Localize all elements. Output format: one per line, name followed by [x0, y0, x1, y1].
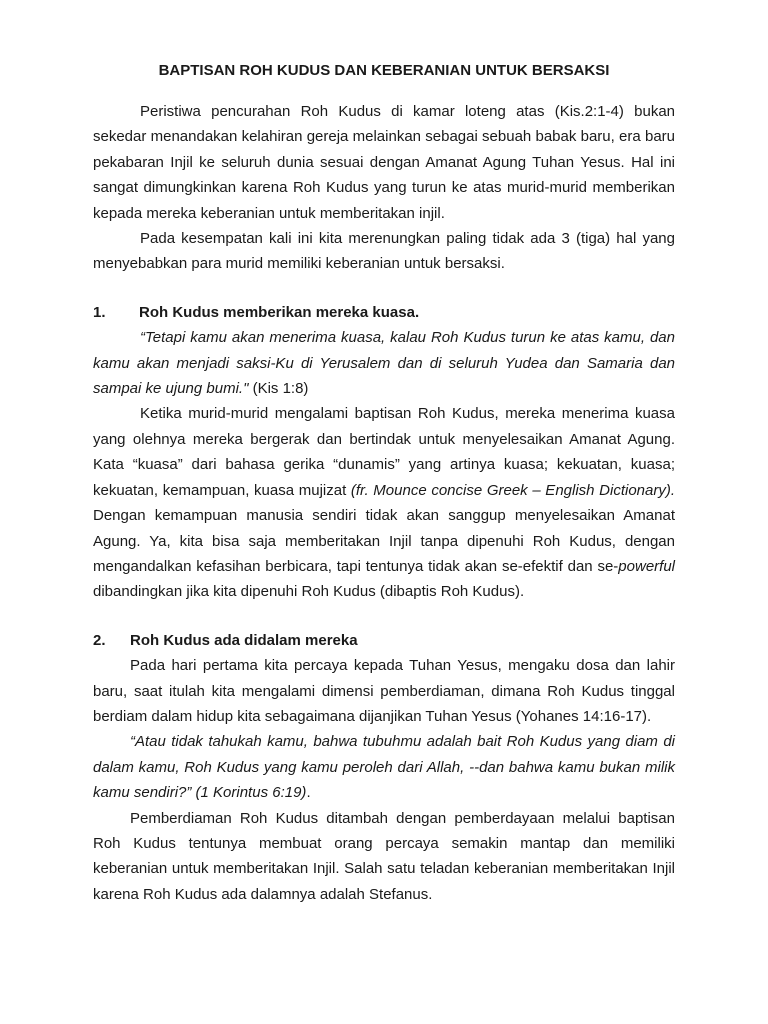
section-1-source: (fr. Mounce concise Greek – English Dictionary). [350, 481, 676, 499]
section-2-quote-end: . [306, 784, 311, 802]
spacer [93, 277, 675, 300]
section-2-quote [93, 729, 675, 805]
section-2-title: Roh Kudus ada didalam mereka [130, 631, 358, 649]
section-1-quote [93, 325, 675, 401]
section-2-number: 2. [93, 631, 106, 649]
section-2-body-2: Pemberdiaman Roh Kudus ditambah dengan pemberdayaan melalui baptisan Roh Kudus tentunya membuat orang percaya semakin mantap dan memiliki keberanian untuk memberitakan Injil. Salah satu teladan keberanian memberitakan Injil karena Roh Kudus ada dalamnya adalah Stefanus. [93, 809, 675, 903]
section-2-quote-text: “Atau tidak tahukah kamu, bahwa tubuhmu adalah bait Roh Kudus yang diam di dalam kamu, Roh Kudus yang kamu peroleh dari Allah, --dan bahwa kamu bukan milik kamu sendiri?” (1 Korintus 6:19) [93, 733, 675, 802]
section-1-body-a: Ketika murid-murid mengalami baptisan Roh Kudus, mereka menerima kuasa yang olehnya mereka bergerak dan bertindak untuk menyelesaikan Amanat Agung. Kata “kuasa” dari bahasa gerika “dunamis” yang artinya kuasa; kekuatan, kuasa; kekuatan, kemampuan, kuasa mujizat [93, 405, 675, 499]
section-1-powerful: powerful [618, 557, 675, 575]
section-1-quote-text: “Tetapi kamu akan menerima kuasa, kalau Roh Kudus turun ke atas kamu, dan kamu akan menjadi saksi-Ku di Yerusalem dan di seluruh Yudea dan Samaria dan sampai ke ujung bumi." [93, 329, 675, 398]
section-1-body-b: Dengan kemampuan manusia sendiri tidak akan sanggup menyelesaikan Amanat Agung. Ya, kita bisa saja memberitakan Injil tanpa dipenuhi Roh Kudus, dengan mengandalkan kefasihan berbicara, tapi tentunya tidak akan se-efektif dan se- [93, 507, 675, 575]
section-1-number: 1. [93, 303, 106, 321]
section-2-heading [93, 628, 675, 653]
section-1-body [93, 401, 675, 604]
section-1-body-c: dibandingkan jika kita dipenuhi Roh Kudus (dibaptis Roh Kudus). [93, 583, 525, 601]
document-title: BAPTISAN ROH KUDUS DAN KEBERANIAN UNTUK BERSAKSI [158, 62, 610, 79]
section-2-body-1: Pada hari pertama kita percaya kepada Tuhan Yesus, mengaku dosa dan lahir baru, saat itulah kita mengalami dimensi pemberdiaman, dimana Roh Kudus tinggal berdiam dalam hidup kita sebagaimana dijanjikan Tuhan Yesus (Yohanes 14:16-17). [93, 657, 675, 725]
section-1-quote-ref: (Kis 1:8) [248, 380, 309, 398]
spacer [93, 605, 675, 628]
intro-paragraph-1: Peristiwa pencurahan Roh Kudus di kamar loteng atas (Kis.2:1-4) bukan sekedar menandakan kelahiran gereja melainkan sebagai sebuah babak baru, era baru pekabaran Injil ke seluruh dunia sesuai dengan Amanat Agung Tuhan Yesus. Hal ini sangat dimungkinkan karena Roh Kudus yang turun ke atas murid-murid memberikan kepada mereka keberanian untuk memberitakan injil. [93, 103, 675, 222]
intro-paragraph-2: Pada kesempatan kali ini kita merenungkan paling tidak ada 3 (tiga) hal yang menyebabkan para murid memiliki keberanian untuk bersaksi. [93, 230, 675, 273]
section-1-heading [93, 300, 675, 325]
section-1-title: Roh Kudus memberikan mereka kuasa. [139, 303, 420, 321]
document-page [93, 58, 675, 907]
